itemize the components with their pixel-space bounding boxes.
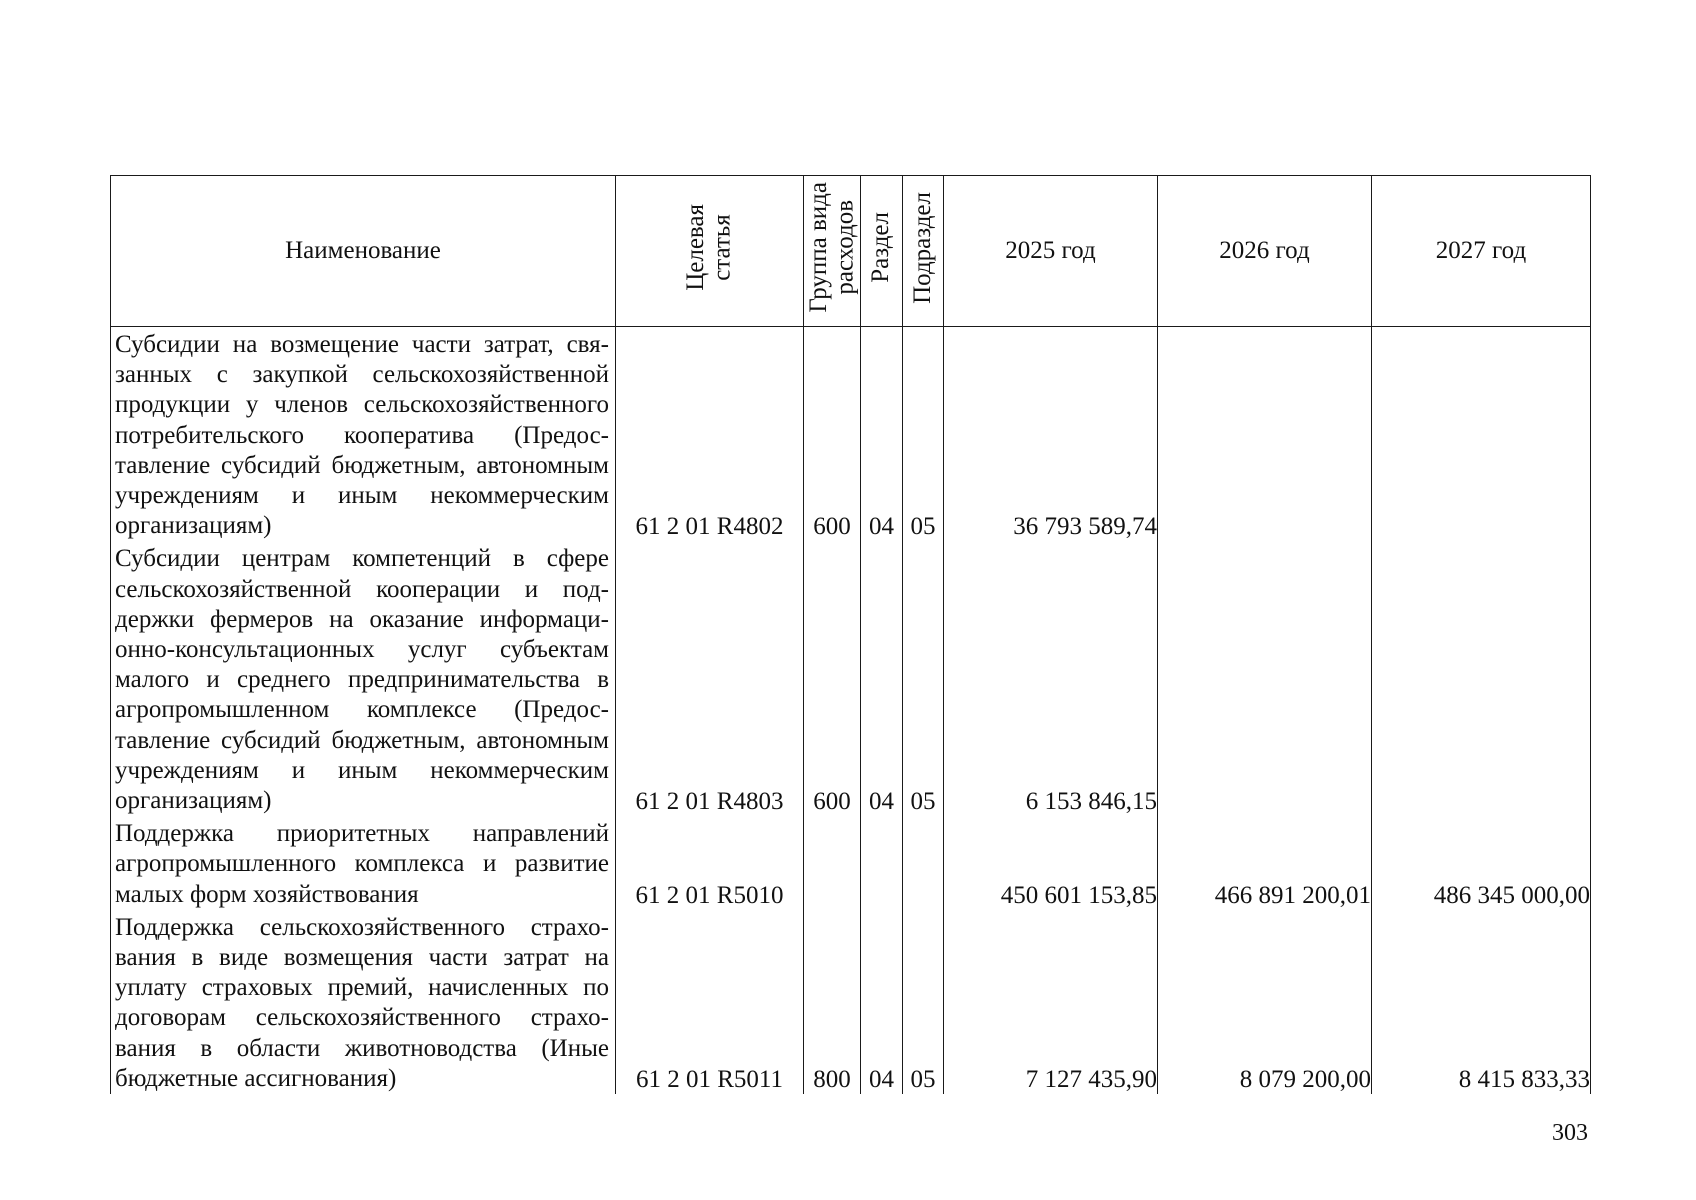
header-section xyxy=(861,176,903,327)
row-amount-2026: 8 079 200,00 xyxy=(1158,910,1372,1094)
row-name: Поддержка сельскохозяйственного страхования в виде возмещения части затрат на уплату страховых премий, начисленных по договорам сельскохозяйственного страхования в области животноводства (Иные бюджетные ассигнования) xyxy=(111,910,616,1094)
row-name: Субсидии на возмещение части затрат, связанных с закупкой сельскохозяйственной продукции у членов сельскохозяйственного потребительского кооператива (Предоставление субсидий бюджетным, автономным учреждениям и иным некоммерческим организациям) xyxy=(111,327,616,542)
header-target-article-label: Целевая статья xyxy=(682,204,736,291)
row-section: 04 xyxy=(861,327,903,542)
row-target-code: 61 2 01 R4802 xyxy=(616,327,804,542)
row-expense-group: 600 xyxy=(804,541,861,816)
row-target-code: 61 2 01 R4803 xyxy=(616,541,804,816)
row-subsection: 05 xyxy=(903,541,944,816)
header-subsection-label: Подраздел xyxy=(908,191,936,304)
header-2026 xyxy=(1158,176,1372,327)
table-header-row xyxy=(111,176,1591,327)
header-2027-label: 2027 год xyxy=(1435,237,1527,264)
row-expense-group xyxy=(804,816,861,910)
row-amount-2026 xyxy=(1158,327,1372,542)
row-amount-2027 xyxy=(1372,327,1591,542)
table-row xyxy=(111,327,1591,542)
header-2027 xyxy=(1372,176,1591,327)
header-name xyxy=(111,176,616,327)
header-2025 xyxy=(944,176,1158,327)
header-name-label: Наименование xyxy=(285,237,441,264)
row-subsection: 05 xyxy=(903,327,944,542)
row-amount-2025: 6 153 846,15 xyxy=(944,541,1158,816)
header-expense-group xyxy=(804,176,861,327)
table-row xyxy=(111,816,1591,910)
page-number: 303 xyxy=(1552,1120,1588,1146)
row-expense-group: 800 xyxy=(804,910,861,1094)
row-name: Субсидии центрам компетенций в сфере сельскохозяйственной кооперации и поддержки фермеров на оказание информационно-консультационных услуг субъектам малого и среднего предпринимательства в агропромышленном комплексе (Предоставление субсидий бюджетным, автономным учреждениям и иным некоммерческим организациям) xyxy=(111,541,616,816)
header-expense-group-label: Группа вида расходов xyxy=(804,182,858,313)
row-amount-2025: 7 127 435,90 xyxy=(944,910,1158,1094)
row-section: 04 xyxy=(861,541,903,816)
row-amount-2026 xyxy=(1158,541,1372,816)
row-amount-2027: 486 345 000,00 xyxy=(1372,816,1591,910)
header-2026-label: 2026 год xyxy=(1219,237,1310,264)
row-amount-2025: 450 601 153,85 xyxy=(944,816,1158,910)
row-section: 04 xyxy=(861,910,903,1094)
row-name: Поддержка приоритетных направлений агропромышленного комплекса и развитие малых форм хозяйствования xyxy=(111,816,616,910)
row-expense-group: 600 xyxy=(804,327,861,542)
table-row xyxy=(111,541,1591,816)
row-section xyxy=(861,816,903,910)
row-subsection xyxy=(903,816,944,910)
row-amount-2025: 36 793 589,74 xyxy=(944,327,1158,542)
row-amount-2027: 8 415 833,33 xyxy=(1372,910,1591,1094)
header-target-article xyxy=(616,176,804,327)
table-row xyxy=(111,910,1591,1094)
header-2025-label: 2025 год xyxy=(1005,237,1096,264)
row-amount-2026: 466 891 200,01 xyxy=(1158,816,1372,910)
row-target-code: 61 2 01 R5010 xyxy=(616,816,804,910)
row-subsection: 05 xyxy=(903,910,944,1094)
budget-table xyxy=(110,175,1591,1094)
row-target-code: 61 2 01 R5011 xyxy=(616,910,804,1094)
header-subsection xyxy=(903,176,944,327)
row-amount-2027 xyxy=(1372,541,1591,816)
header-section-label: Раздел xyxy=(867,212,895,283)
